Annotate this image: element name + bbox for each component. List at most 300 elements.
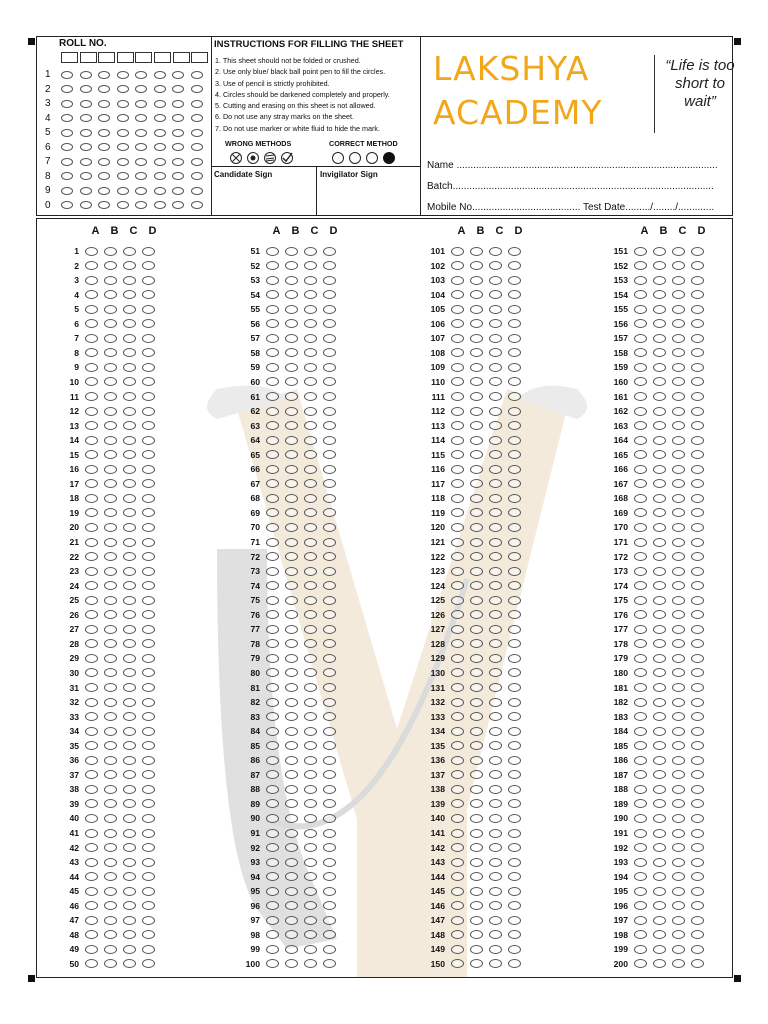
answer-bubble[interactable] <box>470 930 483 939</box>
answer-bubble[interactable] <box>123 959 136 968</box>
answer-bubble[interactable] <box>85 930 98 939</box>
answer-bubble[interactable] <box>285 508 298 517</box>
answer-bubble[interactable] <box>634 581 647 590</box>
answer-bubble[interactable] <box>142 683 155 692</box>
roll-bubble[interactable] <box>61 143 73 151</box>
answer-bubble[interactable] <box>323 945 336 954</box>
answer-bubble[interactable] <box>142 639 155 648</box>
answer-bubble[interactable] <box>304 261 317 270</box>
answer-bubble[interactable] <box>123 450 136 459</box>
answer-bubble[interactable] <box>508 523 521 532</box>
answer-bubble[interactable] <box>285 930 298 939</box>
answer-bubble[interactable] <box>691 901 704 910</box>
answer-bubble[interactable] <box>691 596 704 605</box>
answer-bubble[interactable] <box>508 567 521 576</box>
answer-bubble[interactable] <box>142 479 155 488</box>
answer-bubble[interactable] <box>104 363 117 372</box>
answer-bubble[interactable] <box>653 363 666 372</box>
answer-bubble[interactable] <box>266 596 279 605</box>
answer-bubble[interactable] <box>653 799 666 808</box>
answer-bubble[interactable] <box>266 785 279 794</box>
answer-bubble[interactable] <box>470 639 483 648</box>
answer-bubble[interactable] <box>142 901 155 910</box>
answer-bubble[interactable] <box>85 290 98 299</box>
answer-bubble[interactable] <box>123 523 136 532</box>
answer-bubble[interactable] <box>323 858 336 867</box>
answer-bubble[interactable] <box>508 610 521 619</box>
answer-bubble[interactable] <box>85 567 98 576</box>
answer-bubble[interactable] <box>672 363 685 372</box>
answer-bubble[interactable] <box>634 799 647 808</box>
answer-bubble[interactable] <box>142 319 155 328</box>
answer-bubble[interactable] <box>470 741 483 750</box>
answer-bubble[interactable] <box>123 261 136 270</box>
answer-bubble[interactable] <box>142 785 155 794</box>
answer-bubble[interactable] <box>470 523 483 532</box>
answer-bubble[interactable] <box>508 363 521 372</box>
roll-bubble[interactable] <box>80 172 92 180</box>
answer-bubble[interactable] <box>489 770 502 779</box>
roll-bubble[interactable] <box>61 187 73 195</box>
answer-bubble[interactable] <box>672 334 685 343</box>
answer-bubble[interactable] <box>470 625 483 634</box>
answer-bubble[interactable] <box>304 829 317 838</box>
answer-bubble[interactable] <box>266 887 279 896</box>
answer-bubble[interactable] <box>672 508 685 517</box>
answer-bubble[interactable] <box>691 407 704 416</box>
answer-bubble[interactable] <box>489 596 502 605</box>
answer-bubble[interactable] <box>123 916 136 925</box>
answer-bubble[interactable] <box>266 916 279 925</box>
answer-bubble[interactable] <box>142 756 155 765</box>
answer-bubble[interactable] <box>451 858 464 867</box>
answer-bubble[interactable] <box>451 450 464 459</box>
answer-bubble[interactable] <box>142 494 155 503</box>
answer-bubble[interactable] <box>104 698 117 707</box>
answer-bubble[interactable] <box>304 654 317 663</box>
answer-bubble[interactable] <box>323 319 336 328</box>
answer-bubble[interactable] <box>142 872 155 881</box>
roll-bubble[interactable] <box>172 85 184 93</box>
roll-bubble[interactable] <box>80 143 92 151</box>
answer-bubble[interactable] <box>508 348 521 357</box>
answer-bubble[interactable] <box>266 334 279 343</box>
answer-bubble[interactable] <box>104 887 117 896</box>
answer-bubble[interactable] <box>634 552 647 561</box>
answer-bubble[interactable] <box>634 465 647 474</box>
answer-bubble[interactable] <box>123 567 136 576</box>
roll-bubble[interactable] <box>61 100 73 108</box>
roll-bubble[interactable] <box>135 129 147 137</box>
answer-bubble[interactable] <box>85 552 98 561</box>
answer-bubble[interactable] <box>323 756 336 765</box>
answer-bubble[interactable] <box>672 770 685 779</box>
answer-bubble[interactable] <box>304 741 317 750</box>
answer-bubble[interactable] <box>123 727 136 736</box>
answer-bubble[interactable] <box>508 872 521 881</box>
answer-bubble[interactable] <box>104 959 117 968</box>
answer-bubble[interactable] <box>653 319 666 328</box>
answer-bubble[interactable] <box>653 959 666 968</box>
answer-bubble[interactable] <box>634 523 647 532</box>
answer-bubble[interactable] <box>653 479 666 488</box>
answer-bubble[interactable] <box>323 421 336 430</box>
answer-bubble[interactable] <box>634 508 647 517</box>
answer-bubble[interactable] <box>285 436 298 445</box>
answer-bubble[interactable] <box>285 596 298 605</box>
roll-bubble[interactable] <box>154 201 166 209</box>
answer-bubble[interactable] <box>304 407 317 416</box>
answer-bubble[interactable] <box>85 829 98 838</box>
answer-bubble[interactable] <box>653 538 666 547</box>
answer-bubble[interactable] <box>104 901 117 910</box>
answer-bubble[interactable] <box>489 930 502 939</box>
answer-bubble[interactable] <box>266 945 279 954</box>
answer-bubble[interactable] <box>451 799 464 808</box>
answer-bubble[interactable] <box>672 741 685 750</box>
roll-bubble[interactable] <box>172 129 184 137</box>
answer-bubble[interactable] <box>451 465 464 474</box>
roll-bubble[interactable] <box>154 187 166 195</box>
answer-bubble[interactable] <box>85 654 98 663</box>
answer-bubble[interactable] <box>470 421 483 430</box>
answer-bubble[interactable] <box>304 625 317 634</box>
answer-bubble[interactable] <box>653 421 666 430</box>
answer-bubble[interactable] <box>470 334 483 343</box>
answer-bubble[interactable] <box>85 698 98 707</box>
roll-bubble[interactable] <box>98 129 110 137</box>
answer-bubble[interactable] <box>508 377 521 386</box>
roll-bubble[interactable] <box>117 71 129 79</box>
roll-bubble[interactable] <box>191 71 203 79</box>
answer-bubble[interactable] <box>304 959 317 968</box>
answer-bubble[interactable] <box>85 319 98 328</box>
answer-bubble[interactable] <box>451 843 464 852</box>
answer-bubble[interactable] <box>489 741 502 750</box>
answer-bubble[interactable] <box>634 290 647 299</box>
answer-bubble[interactable] <box>672 581 685 590</box>
answer-bubble[interactable] <box>323 785 336 794</box>
answer-bubble[interactable] <box>323 698 336 707</box>
answer-bubble[interactable] <box>653 654 666 663</box>
answer-bubble[interactable] <box>104 858 117 867</box>
answer-bubble[interactable] <box>634 247 647 256</box>
answer-bubble[interactable] <box>104 465 117 474</box>
answer-bubble[interactable] <box>691 363 704 372</box>
answer-bubble[interactable] <box>451 348 464 357</box>
answer-bubble[interactable] <box>266 654 279 663</box>
answer-bubble[interactable] <box>508 770 521 779</box>
answer-bubble[interactable] <box>691 465 704 474</box>
answer-bubble[interactable] <box>470 305 483 314</box>
answer-bubble[interactable] <box>691 305 704 314</box>
answer-bubble[interactable] <box>691 290 704 299</box>
answer-bubble[interactable] <box>304 305 317 314</box>
answer-bubble[interactable] <box>691 639 704 648</box>
answer-bubble[interactable] <box>672 858 685 867</box>
answer-bubble[interactable] <box>285 959 298 968</box>
answer-bubble[interactable] <box>304 319 317 328</box>
answer-bubble[interactable] <box>142 523 155 532</box>
answer-bubble[interactable] <box>691 756 704 765</box>
answer-bubble[interactable] <box>672 814 685 823</box>
answer-bubble[interactable] <box>508 814 521 823</box>
answer-bubble[interactable] <box>142 247 155 256</box>
answer-bubble[interactable] <box>451 581 464 590</box>
answer-bubble[interactable] <box>142 276 155 285</box>
answer-bubble[interactable] <box>470 945 483 954</box>
answer-bubble[interactable] <box>691 945 704 954</box>
answer-bubble[interactable] <box>489 683 502 692</box>
answer-bubble[interactable] <box>634 319 647 328</box>
answer-bubble[interactable] <box>266 843 279 852</box>
answer-bubble[interactable] <box>691 785 704 794</box>
answer-bubble[interactable] <box>508 741 521 750</box>
roll-bubble[interactable] <box>172 71 184 79</box>
roll-bubble[interactable] <box>135 85 147 93</box>
answer-bubble[interactable] <box>285 247 298 256</box>
answer-bubble[interactable] <box>85 770 98 779</box>
roll-bubble[interactable] <box>61 71 73 79</box>
answer-bubble[interactable] <box>304 334 317 343</box>
answer-bubble[interactable] <box>672 654 685 663</box>
answer-bubble[interactable] <box>653 872 666 881</box>
answer-bubble[interactable] <box>634 334 647 343</box>
roll-bubble[interactable] <box>135 201 147 209</box>
answer-bubble[interactable] <box>104 712 117 721</box>
answer-bubble[interactable] <box>85 363 98 372</box>
roll-bubble[interactable] <box>98 187 110 195</box>
answer-bubble[interactable] <box>470 261 483 270</box>
answer-bubble[interactable] <box>691 436 704 445</box>
answer-bubble[interactable] <box>691 959 704 968</box>
answer-bubble[interactable] <box>285 683 298 692</box>
answer-bubble[interactable] <box>142 829 155 838</box>
answer-bubble[interactable] <box>304 421 317 430</box>
answer-bubble[interactable] <box>104 610 117 619</box>
answer-bubble[interactable] <box>266 858 279 867</box>
answer-bubble[interactable] <box>653 930 666 939</box>
answer-bubble[interactable] <box>104 654 117 663</box>
answer-bubble[interactable] <box>85 872 98 881</box>
answer-bubble[interactable] <box>489 305 502 314</box>
answer-bubble[interactable] <box>691 450 704 459</box>
answer-bubble[interactable] <box>266 508 279 517</box>
answer-bubble[interactable] <box>672 538 685 547</box>
answer-bubble[interactable] <box>634 872 647 881</box>
answer-bubble[interactable] <box>85 843 98 852</box>
answer-bubble[interactable] <box>672 610 685 619</box>
answer-bubble[interactable] <box>508 639 521 648</box>
answer-bubble[interactable] <box>323 494 336 503</box>
answer-bubble[interactable] <box>653 858 666 867</box>
answer-bubble[interactable] <box>323 450 336 459</box>
answer-bubble[interactable] <box>323 887 336 896</box>
answer-bubble[interactable] <box>451 668 464 677</box>
answer-bubble[interactable] <box>508 727 521 736</box>
answer-bubble[interactable] <box>123 436 136 445</box>
answer-bubble[interactable] <box>672 785 685 794</box>
answer-bubble[interactable] <box>489 567 502 576</box>
answer-bubble[interactable] <box>653 741 666 750</box>
answer-bubble[interactable] <box>489 945 502 954</box>
roll-bubble[interactable] <box>98 201 110 209</box>
answer-bubble[interactable] <box>285 654 298 663</box>
answer-bubble[interactable] <box>85 901 98 910</box>
answer-bubble[interactable] <box>123 348 136 357</box>
answer-bubble[interactable] <box>304 567 317 576</box>
answer-bubble[interactable] <box>508 625 521 634</box>
answer-bubble[interactable] <box>266 756 279 765</box>
answer-bubble[interactable] <box>672 377 685 386</box>
answer-bubble[interactable] <box>451 683 464 692</box>
answer-bubble[interactable] <box>304 770 317 779</box>
answer-bubble[interactable] <box>489 247 502 256</box>
mobile-testdate-field[interactable]: Mobile No....................................... Test Date........./......../............. <box>427 202 715 213</box>
answer-bubble[interactable] <box>508 334 521 343</box>
answer-bubble[interactable] <box>489 508 502 517</box>
answer-bubble[interactable] <box>508 930 521 939</box>
answer-bubble[interactable] <box>85 858 98 867</box>
answer-bubble[interactable] <box>489 639 502 648</box>
answer-bubble[interactable] <box>142 377 155 386</box>
roll-bubble[interactable] <box>154 100 166 108</box>
answer-bubble[interactable] <box>323 654 336 663</box>
answer-bubble[interactable] <box>470 610 483 619</box>
answer-bubble[interactable] <box>451 872 464 881</box>
answer-bubble[interactable] <box>266 930 279 939</box>
answer-bubble[interactable] <box>691 247 704 256</box>
answer-bubble[interactable] <box>304 668 317 677</box>
answer-bubble[interactable] <box>672 305 685 314</box>
answer-bubble[interactable] <box>672 450 685 459</box>
answer-bubble[interactable] <box>634 261 647 270</box>
roll-bubble[interactable] <box>135 143 147 151</box>
answer-bubble[interactable] <box>85 523 98 532</box>
answer-bubble[interactable] <box>266 770 279 779</box>
roll-bubble[interactable] <box>191 129 203 137</box>
answer-bubble[interactable] <box>85 639 98 648</box>
answer-bubble[interactable] <box>691 334 704 343</box>
answer-bubble[interactable] <box>470 829 483 838</box>
answer-bubble[interactable] <box>672 523 685 532</box>
answer-bubble[interactable] <box>104 799 117 808</box>
answer-bubble[interactable] <box>123 799 136 808</box>
answer-bubble[interactable] <box>104 494 117 503</box>
answer-bubble[interactable] <box>653 261 666 270</box>
answer-bubble[interactable] <box>672 799 685 808</box>
answer-bubble[interactable] <box>285 319 298 328</box>
answer-bubble[interactable] <box>653 305 666 314</box>
answer-bubble[interactable] <box>470 727 483 736</box>
answer-bubble[interactable] <box>142 407 155 416</box>
answer-bubble[interactable] <box>508 596 521 605</box>
answer-bubble[interactable] <box>672 392 685 401</box>
answer-bubble[interactable] <box>634 887 647 896</box>
answer-bubble[interactable] <box>508 508 521 517</box>
roll-bubble[interactable] <box>80 114 92 122</box>
answer-bubble[interactable] <box>691 916 704 925</box>
answer-bubble[interactable] <box>653 290 666 299</box>
answer-bubble[interactable] <box>142 858 155 867</box>
answer-bubble[interactable] <box>634 916 647 925</box>
roll-bubble[interactable] <box>98 100 110 108</box>
answer-bubble[interactable] <box>104 581 117 590</box>
answer-bubble[interactable] <box>451 785 464 794</box>
answer-bubble[interactable] <box>285 698 298 707</box>
answer-bubble[interactable] <box>323 552 336 561</box>
answer-bubble[interactable] <box>266 363 279 372</box>
answer-bubble[interactable] <box>104 392 117 401</box>
answer-bubble[interactable] <box>285 450 298 459</box>
answer-bubble[interactable] <box>266 392 279 401</box>
answer-bubble[interactable] <box>508 829 521 838</box>
answer-bubble[interactable] <box>266 407 279 416</box>
answer-bubble[interactable] <box>304 858 317 867</box>
answer-bubble[interactable] <box>691 712 704 721</box>
answer-bubble[interactable] <box>691 814 704 823</box>
answer-bubble[interactable] <box>323 639 336 648</box>
answer-bubble[interactable] <box>123 305 136 314</box>
roll-bubble[interactable] <box>61 129 73 137</box>
answer-bubble[interactable] <box>470 785 483 794</box>
answer-bubble[interactable] <box>634 712 647 721</box>
answer-bubble[interactable] <box>489 799 502 808</box>
answer-bubble[interactable] <box>451 727 464 736</box>
answer-bubble[interactable] <box>285 363 298 372</box>
answer-bubble[interactable] <box>285 945 298 954</box>
answer-bubble[interactable] <box>142 363 155 372</box>
answer-bubble[interactable] <box>653 494 666 503</box>
answer-bubble[interactable] <box>451 392 464 401</box>
answer-bubble[interactable] <box>451 625 464 634</box>
roll-bubble[interactable] <box>191 143 203 151</box>
answer-bubble[interactable] <box>285 770 298 779</box>
answer-bubble[interactable] <box>85 421 98 430</box>
answer-bubble[interactable] <box>508 538 521 547</box>
roll-bubble[interactable] <box>172 143 184 151</box>
answer-bubble[interactable] <box>266 610 279 619</box>
answer-bubble[interactable] <box>285 305 298 314</box>
answer-bubble[interactable] <box>323 872 336 881</box>
answer-bubble[interactable] <box>123 363 136 372</box>
roll-bubble[interactable] <box>80 129 92 137</box>
answer-bubble[interactable] <box>634 276 647 285</box>
answer-bubble[interactable] <box>653 348 666 357</box>
answer-bubble[interactable] <box>304 727 317 736</box>
answer-bubble[interactable] <box>653 625 666 634</box>
roll-bubble[interactable] <box>61 158 73 166</box>
answer-bubble[interactable] <box>470 552 483 561</box>
roll-bubble[interactable] <box>135 158 147 166</box>
answer-bubble[interactable] <box>266 683 279 692</box>
answer-bubble[interactable] <box>489 872 502 881</box>
answer-bubble[interactable] <box>304 698 317 707</box>
roll-bubble[interactable] <box>61 85 73 93</box>
answer-bubble[interactable] <box>85 261 98 270</box>
answer-bubble[interactable] <box>266 305 279 314</box>
answer-bubble[interactable] <box>470 698 483 707</box>
answer-bubble[interactable] <box>634 392 647 401</box>
answer-bubble[interactable] <box>285 421 298 430</box>
answer-bubble[interactable] <box>634 741 647 750</box>
answer-bubble[interactable] <box>266 727 279 736</box>
answer-bubble[interactable] <box>451 959 464 968</box>
answer-bubble[interactable] <box>470 450 483 459</box>
answer-bubble[interactable] <box>508 290 521 299</box>
answer-bubble[interactable] <box>304 872 317 881</box>
answer-bubble[interactable] <box>123 377 136 386</box>
